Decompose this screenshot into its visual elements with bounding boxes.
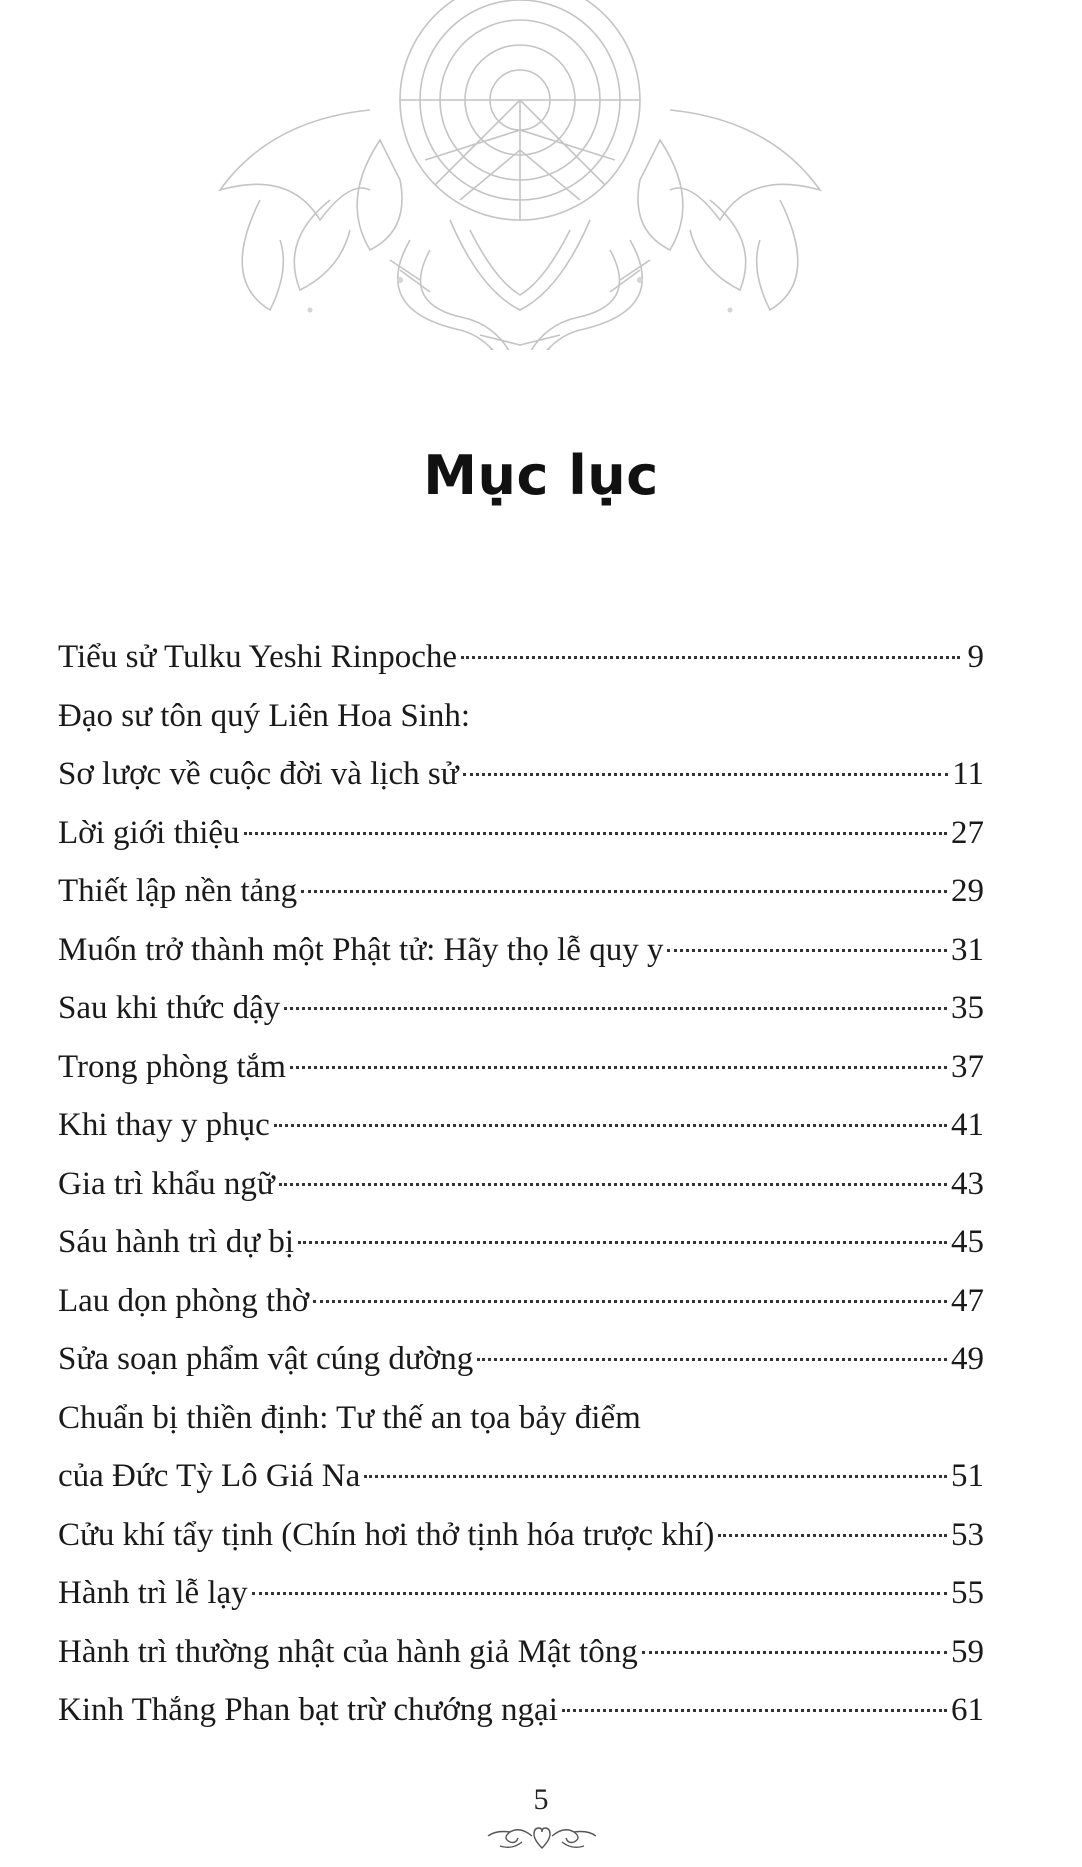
toc-entry [58,745,984,804]
toc-entry-title: Hành trì thường nhật của hành giả Mật tông [58,1633,638,1670]
toc-entry-page: 37 [951,1048,984,1085]
toc-entry-page: 51 [951,1458,984,1494]
dot-leader [461,656,960,659]
toc-entry-title: Khi thay y phục [58,1107,270,1143]
toc-entry-title: Sửa soạn phẩm vật cúng dường [58,1341,474,1377]
dot-leader [290,1066,947,1069]
page-number: 5 [533,1783,549,1816]
toc-entry [58,1272,984,1331]
toc-entry-title: Trong phòng tắm [58,1048,286,1085]
toc-entry-page: 31 [951,931,984,968]
toc-entry-title: Sau khi thức dậy [58,990,281,1026]
dot-leader [463,773,949,776]
toc-entry-page: 41 [951,1107,984,1143]
toc-entry-title: Chuẩn bị thiền định: Tư thế an tọa bảy điểm [58,1399,641,1436]
toc-entry-page: 27 [951,814,984,851]
toc-entry [58,804,984,863]
toc-entry-title: Gia trì khẩu ngữ [58,1165,275,1202]
toc-entry [58,1155,984,1214]
toc-entry-title: Lời giới thiệu [58,814,240,851]
heart-scroll-ornament [482,1820,602,1854]
toc-entry [58,1213,984,1272]
toc-entry-title: Kinh Thắng Phan bạt trừ chướng ngại [58,1692,558,1728]
toc-entry-title: Hành trì lễ lạy [58,1575,248,1611]
toc-entry [58,687,984,746]
toc-entry [58,628,984,687]
toc-entry-title: của Đức Tỳ Lô Giá Na [58,1458,361,1494]
toc-entry-page: 43 [951,1165,984,1202]
dot-leader [477,1358,947,1361]
mandala-ornament [160,0,880,350]
toc-entry-page: 49 [951,1341,984,1377]
dot-leader [298,1241,947,1244]
dot-leader [244,832,947,835]
toc-entry [58,862,984,921]
toc-entry [58,1681,984,1740]
toc-entry-title: Sơ lược về cuộc đời và lịch sử [58,756,459,792]
toc-entry [58,1038,984,1097]
dot-leader [718,1534,947,1537]
dot-leader [279,1183,947,1186]
toc-entry-page: 9 [967,639,984,675]
toc-entry [58,1096,984,1155]
toc-entry [58,921,984,980]
toc-entry-title: Muốn trở thành một Phật tử: Hãy thọ lễ quy y [58,931,664,968]
dot-leader [252,1592,947,1595]
toc-entry-title: Thiết lập nền tảng [58,873,298,909]
dot-leader [562,1709,947,1712]
toc-entry-page: 47 [951,1282,984,1319]
toc-entry [58,1447,984,1506]
table-of-contents [58,628,984,1740]
page-title: Mục lục [423,444,659,508]
toc-entry-title: Đạo sư tôn quý Liên Hoa Sinh: [58,697,471,734]
toc-entry [58,1389,984,1448]
toc-entry [58,1564,984,1623]
toc-entry-page: 11 [952,756,984,792]
toc-entry-title: Sáu hành trì dự bị [58,1224,295,1260]
toc-entry-page: 29 [951,873,984,909]
toc-entry-page: 59 [951,1633,984,1670]
dot-leader [364,1475,947,1478]
toc-entry [58,1330,984,1389]
dot-leader [642,1651,947,1654]
toc-entry-page: 55 [951,1575,984,1611]
dot-leader [284,1007,947,1010]
toc-entry [58,1623,984,1682]
toc-entry-title: Tiểu sử Tulku Yeshi Rinpoche [58,639,458,675]
toc-entry [58,1506,984,1565]
dot-leader [274,1124,947,1127]
toc-entry-page: 61 [951,1692,984,1728]
toc-entry-title: Cửu khí tẩy tịnh (Chín hơi thở tịnh hóa trược khí) [58,1516,715,1553]
toc-entry-title: Lau dọn phòng thờ [58,1282,310,1319]
toc-entry-page: 35 [951,990,984,1026]
dot-leader [313,1300,947,1303]
toc-entry-page: 45 [951,1224,984,1260]
toc-entry-page: 53 [951,1516,984,1553]
dot-leader [301,890,947,893]
dot-leader [667,949,947,952]
toc-entry [58,979,984,1038]
